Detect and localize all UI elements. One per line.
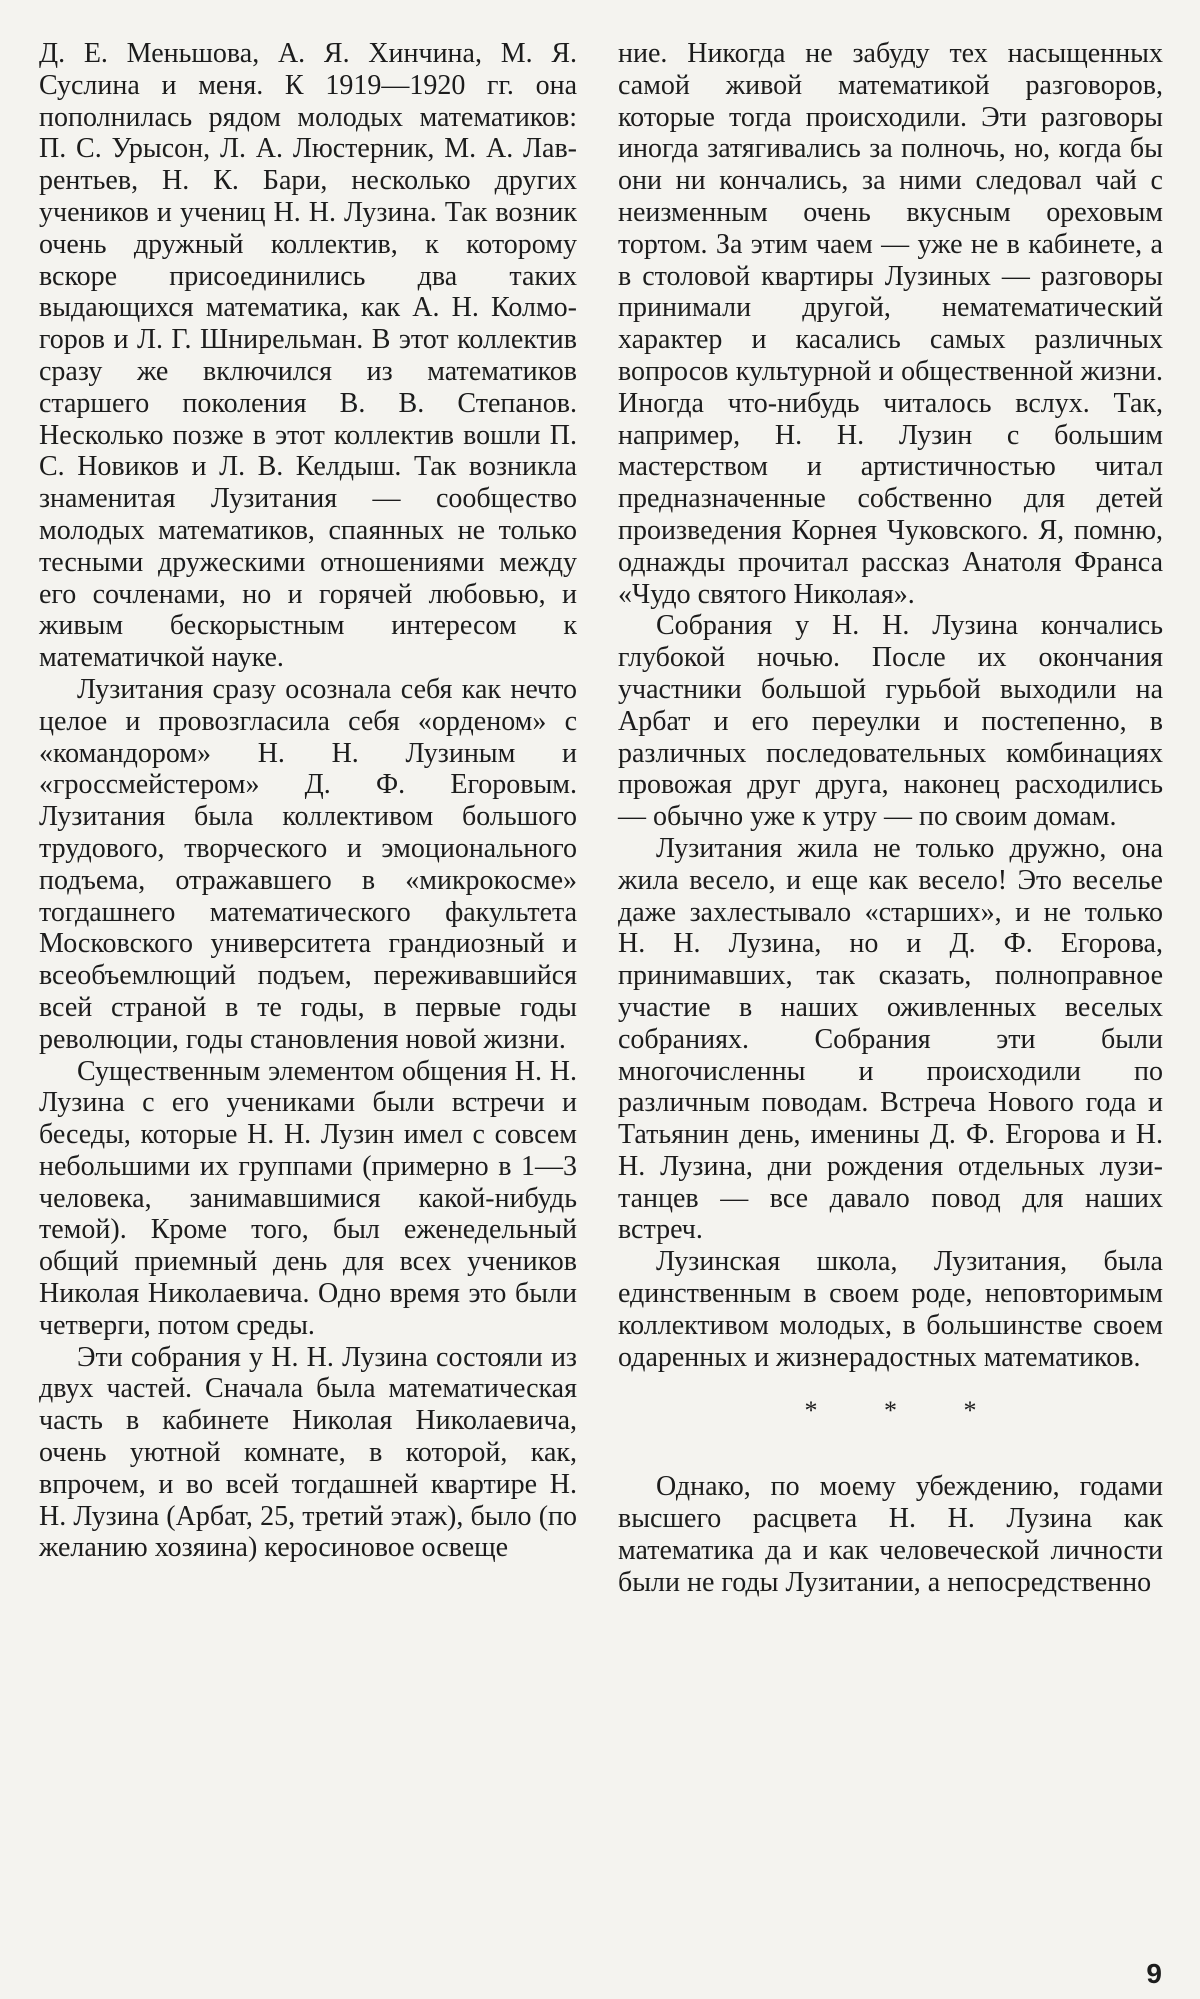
paragraph: Лузитания сразу осознала себя как нечто целое и провозгласила себя «орденом» с «командором» Н. Н. Лузиным и «гроссмейстером» Д. Ф. Егоровым. Лузитания была коллективом большого трудового, творческого и эмоционального подъема, отражавшего в «микрокосме» тогдашнего математического факультета Московского университета грандиозный и всеобъемлющий подъем, переживавшийся всей страной в те годы, в первые годы революции, годы становления новой жизни. <box>39 673 577 1055</box>
paragraph: ние. Никогда не забуду тех насыщенных самой живой математикой разговоров, которые тогда происходили. Эти разговоры иногда затягивались за полночь, но, когда бы они ни кончались, за ними следовал чай с неизменным очень вкусным ореховым тортом. За этим чаем — уже не в кабинете, а в столовой квартиры Лузиных — разговоры принимали другой, нематематический характер и касались самых различных вопросов культурной и общественной жизни. Иногда что-нибудь читалось вслух. Так, например, Н. Н. Лузин с большим мастерством и артистичностью читал предназначенные собственно для детей произведения Корнея Чуковского. Я, помню, однажды прочитал рассказ Анатоля Франса «Чудо святого Николая». <box>618 38 1163 610</box>
paragraph: Лузинская школа, Лузитания, была единственным в своем роде, неповторимым коллективом молодых, в большинстве своем одаренных и жизнерадостных математиков. <box>618 1246 1163 1373</box>
paragraph: Лузитания жила не только дружно, она жила весело, и еще как весело! Это веселье даже захлестывало «старших», и не только Н. Н. Лузина, но и Д. Ф. Егорова, принимавших, так сказать, полноправное участие в наших оживленных веселых собраниях. Собрания эти были многочисленны и происходили по различным поводам. Встреча Нового года и Татьянин день, именины Д. Ф. Егорова и Н. Н. Лузина, дни рождения отдельных лузитанцев — все давало повод для наших встреч. <box>618 832 1163 1246</box>
paragraph: Эти собрания у Н. Н. Лузина состояли из двух частей. Сначала была математическая часть в кабинете Николая Николаевича, очень уютной комнате, в которой, как, впрочем, и во всей тогдашней квартире Н. Н. Лузина (Арбат, 25, третий этаж), было (по желанию хозяина) керосиновое освеще <box>39 1341 577 1564</box>
paragraph: Существенным элементом общения Н. Н. Лузина с его учениками были встречи и беседы, которые Н. Н. Лузин имел с совсем небольшими их группами (примерно в 1—3 человека, занимавшимися какой-нибудь темой). Кроме того, был еженедельный общий приемный день для всех учеников Николая Николаевича. Одно время это были четверги, потом среды. <box>39 1055 577 1341</box>
page-number: 9 <box>1146 1958 1162 1989</box>
paragraph: Однако, по моему убеждению, годами высшего расцвета Н. Н. Лузина как математика да и как человеческой личности были не годы Лузитании, а непосредственно <box>618 1471 1163 1598</box>
section-separator: * * * <box>804 1396 1007 1426</box>
paragraph: Д. Е. Меньшова, А. Я. Хинчина, М. Я. Суслина и меня. К 1919—1920 гг. она пополнилась рядом молодых математиков: П. С. Урысон, Л. А. Люстерник, М. А. Лаврентьев, Н. К. Бари, несколько других учеников и учениц Н. Н. Лузина. Так возник очень дружный коллектив, к которому вскоре присоединились два таких выдающихся математика, как А. Н. Колмогоров и Л. Г. Шнирельман. В этот коллектив сразу же включился из математиков старшего поколения В. В. Степанов. Несколько позже в этот коллектив вошли П. С. Новиков и Л. В. Келдыш. Так возникла знаменитая Лузитания — сообщество молодых математиков, спаянных не только тесными дружескими отношениями между его сочленами, но и горячей любовью, и живым бескорыстным интересом к математичкой науке. <box>39 38 577 674</box>
paragraph: Собрания у Н. Н. Лузина кончались глубокой ночью. После их окончания участники большой гурьбой выходили на Арбат и его переулки и постепенно, в различных последовательных комбинациях провожая друг друга, наконец расходились — обычно уже к утру — по своим домам. <box>618 610 1163 833</box>
left-column <box>39 38 577 1564</box>
right-column <box>618 38 1163 1598</box>
